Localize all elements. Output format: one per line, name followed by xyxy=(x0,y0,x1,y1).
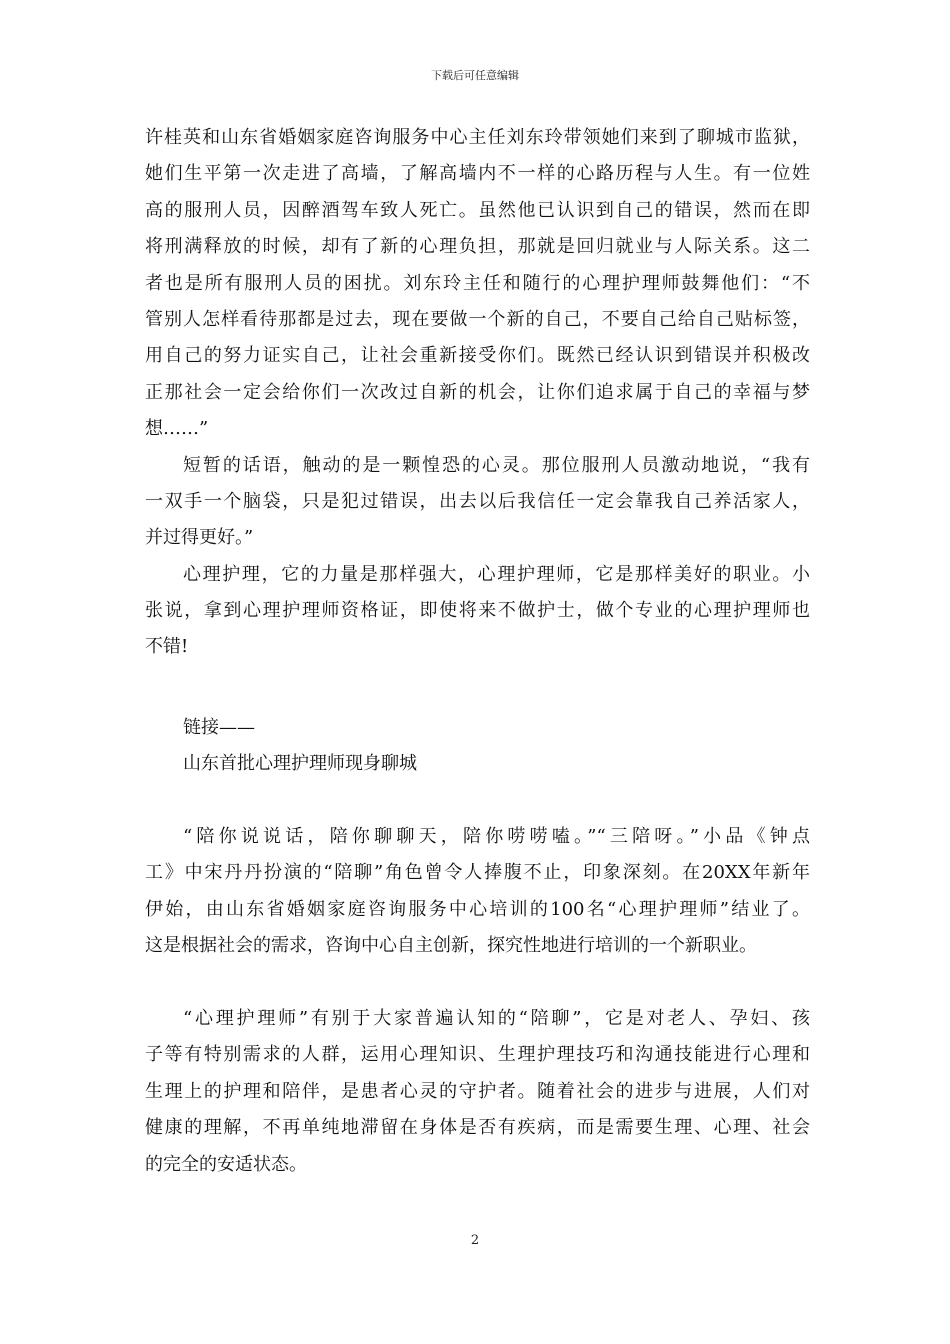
text-line: 高的服刑人员，因醉酒驾车致人死亡。虽然他已认识到自己的错误，然而在即 xyxy=(145,199,810,221)
page-number: 2 xyxy=(470,1233,480,1248)
text-line: 不错! xyxy=(145,636,189,658)
text-line: 用自己的努力证实自己，让社会重新接受你们。既然已经认识到错误并积极改 xyxy=(145,345,810,367)
document-body xyxy=(145,120,810,1183)
page-header: 下载后可任意编辑 xyxy=(431,69,519,82)
text-line: 并过得更好。” xyxy=(145,527,254,549)
text-line: 许桂英和山东省婚姻家庭咨询服务中心主任刘东玲带领她们来到了聊城市监狱， xyxy=(145,127,810,148)
text-line: 管别人怎样看待那都是过去，现在要做一个新的自己，不要自己给自己贴标签， xyxy=(145,308,810,330)
text-line: 伊始，由山东省婚姻家庭咨询服务中心培训的100名“心理护理师”结业了。 xyxy=(145,898,810,920)
spacer xyxy=(145,965,810,1001)
text-line: “心理护理师”有别于大家普遍认知的“陪聊”，它是对老人、孕妇、孩 xyxy=(183,1007,810,1029)
text-line: 的完全的安适状态。 xyxy=(145,1153,307,1175)
text-line: 者也是所有服刑人员的困扰。刘东玲主任和随行的心理护理师鼓舞他们：“不 xyxy=(145,272,810,294)
section-title: 山东首批心理护理师现身聊城 xyxy=(183,753,417,775)
spacer xyxy=(145,666,810,688)
text-line: 工》中宋丹丹扮演的“陪聊”角色曾令人捧腹不止，印象深刻。在20XX年新年 xyxy=(145,862,810,884)
spacer xyxy=(145,783,810,819)
spacer xyxy=(145,688,810,710)
text-line: “陪你说说话，陪你聊聊天，陪你唠唠嗑。”“三陪呀。”小品《钟点 xyxy=(183,826,810,848)
text-line: 健康的理解，不再单纯地滞留在身体是否有疾病，而是需要生理、心理、社会 xyxy=(145,1117,810,1139)
text-line: 生理上的护理和陪伴，是患者心灵的守护者。随着社会的进步与进展，人们对 xyxy=(145,1080,810,1102)
text-line: 将刑满释放的时候，却有了新的心理负担，那就是回归就业与人际关系。这二 xyxy=(145,236,810,258)
text-line: 短暂的话语，触动的是一颗惶恐的心灵。那位服刑人员激动地说，“我有 xyxy=(183,454,810,476)
text-line: 她们生平第一次走进了高墙，了解高墙内不一样的心路历程与人生。有一位姓 xyxy=(145,163,810,185)
text-line: 正那社会一定会给你们一次改过自新的机会，让你们追求属于自己的幸福与梦 xyxy=(145,381,810,403)
text-line: 子等有特别需求的人群，运用心理知识、生理护理技巧和沟通技能进行心理和 xyxy=(145,1044,810,1066)
text-line: 一双手一个脑袋，只是犯过错误，出去以后我信任一定会靠我自己养活家人， xyxy=(145,490,810,512)
text-line: 张说，拿到心理护理师资格证，即使将来不做护士，做个专业的心理护理师也 xyxy=(145,600,810,622)
text-line: 想……” xyxy=(145,418,209,440)
link-heading: 链接—— xyxy=(183,716,255,738)
text-line: 这是根据社会的需求，咨询中心自主创新，探究性地进行培训的一个新职业。 xyxy=(145,935,757,957)
text-line: 心理护理，它的力量是那样强大，心理护理师，它是那样美好的职业。小 xyxy=(183,563,810,585)
